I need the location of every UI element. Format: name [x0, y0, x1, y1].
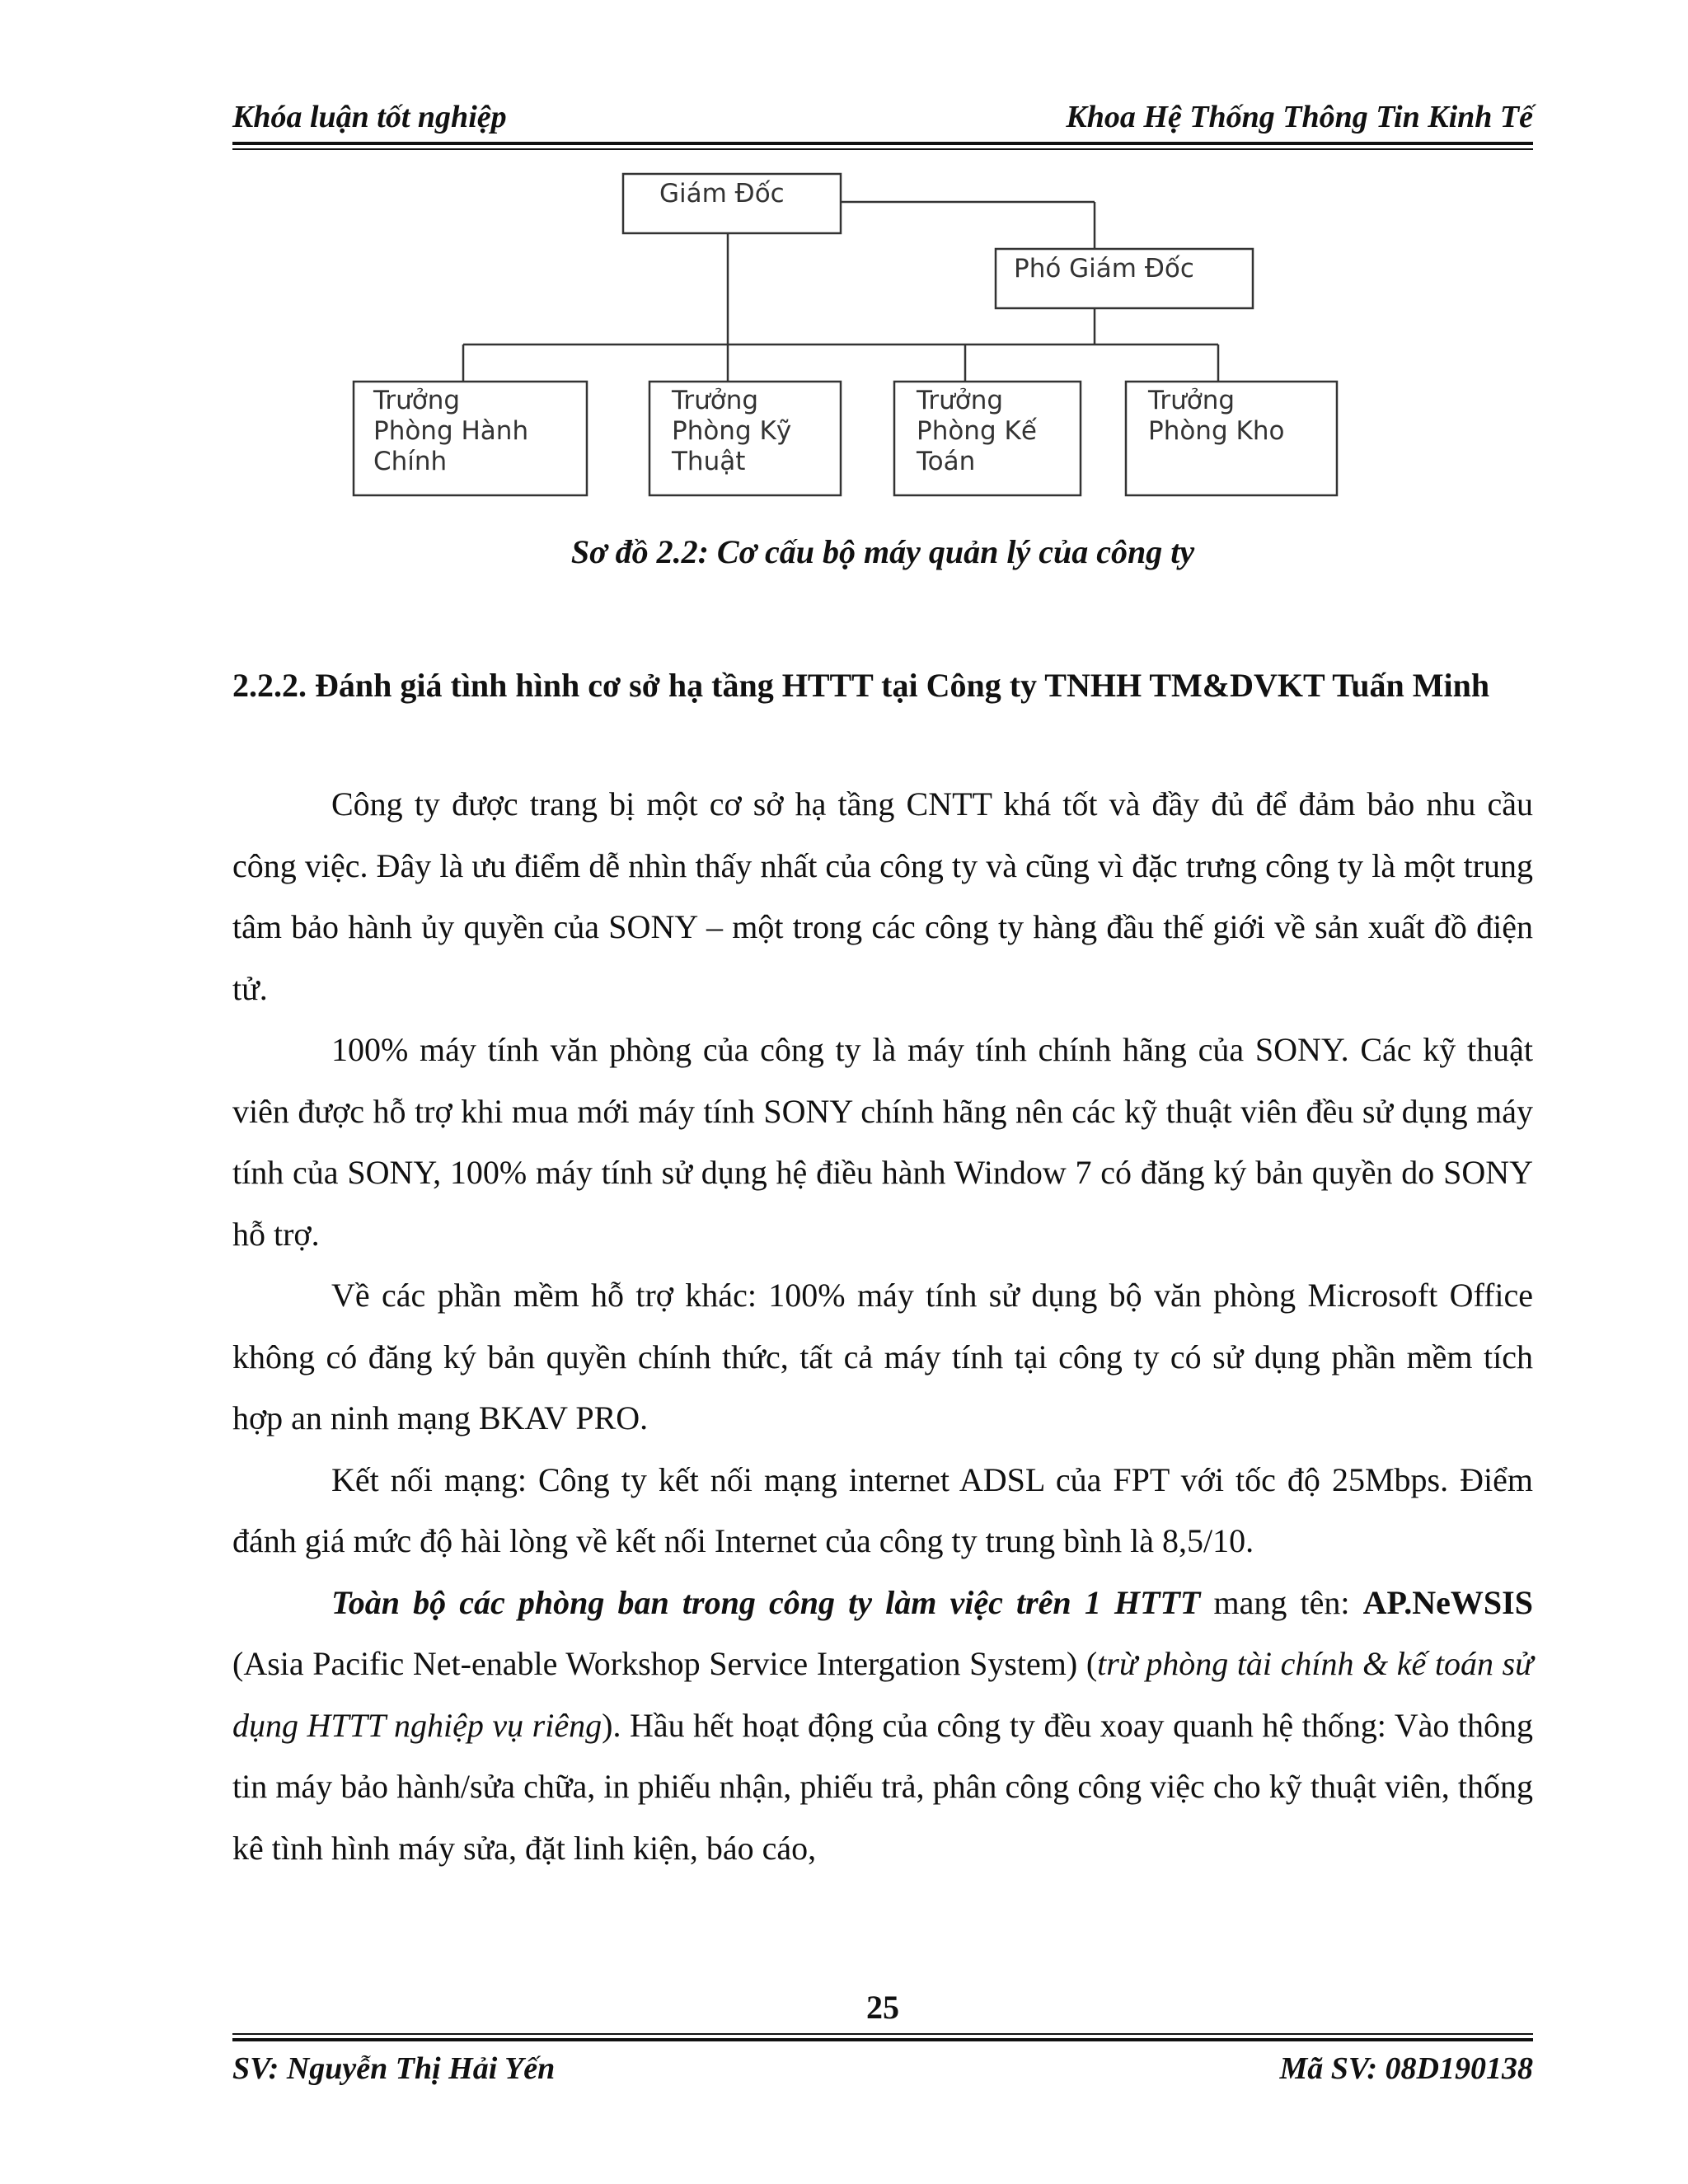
dept-3-line-1: Trưởng [917, 386, 1004, 415]
footer-rule [232, 2038, 1533, 2041]
section-heading: 2.2.2. Đánh giá tình hình cơ sở hạ tầng HTTT tại Công ty TNHH TM&DVKT Tuấn Minh [232, 667, 1490, 704]
dept-4-line-1: Trưởng [1148, 386, 1236, 415]
figure-caption: Sơ đồ 2.2: Cơ cấu bộ máy quản lý của công ty [570, 533, 1195, 570]
header-left: Khóa luận tốt nghiệp [232, 100, 507, 134]
org-chart [0, 0, 1688, 527]
page-number: 25 [866, 1989, 899, 2026]
footer-rule-thin [232, 2033, 1533, 2035]
dept-1-line-3: Chính [373, 447, 448, 476]
dept-1-line-2: Phòng Hành [373, 416, 529, 446]
dept-4-line-2: Phòng Kho [1148, 416, 1285, 446]
paragraph-2: 100% máy tính văn phòng của công ty là máy tính chính hãng của SONY. Các kỹ thuật viên được hỗ trợ khi mua mới máy tính SONY chính hãng nên các kỹ thuật viên đều sử dụng máy tính của SONY, 100% máy tính sử dụng hệ điều hành Window 7 có đăng ký bản quyền do SONY hỗ trợ. [232, 1031, 1533, 1253]
footer-left: SV: Nguyễn Thị Hải Yến [232, 2051, 556, 2086]
dept-1-line-1: Trưởng [373, 386, 461, 415]
p5-text-3: ). Hầu hết hoạt động của công ty đều xoay quanh hệ thống: Vào thông tin máy bảo hành/sửa chữa, in phiếu nhận, phiếu trả, phân công công việc cho kỹ thuật viên, thống kê tình hình máy sửa, đặt linh kiện, báo cáo, [232, 1706, 1534, 1867]
dept-2-line-1: Trưởng [672, 386, 759, 415]
paragraph-5 [232, 1572, 1533, 1880]
p5-text-1: mang tên: [1200, 1583, 1363, 1621]
body-text [232, 774, 1533, 1879]
director-label: Giám Đốc [659, 179, 785, 209]
dept-2-line-2: Phòng Kỹ [672, 416, 792, 446]
deputy-label: Phó Giám Đốc [1014, 254, 1194, 284]
dept-3-line-2: Phòng Kế [917, 416, 1037, 446]
header-right: Khoa Hệ Thống Thông Tin Kinh Tế [1066, 100, 1533, 134]
page-footer [232, 2050, 1533, 2100]
dept-3-line-3: Toán [917, 447, 976, 476]
paragraph-4: Kết nối mạng: Công ty kết nối mạng internet ADSL của FPT với tốc độ 25Mbps. Điểm đánh giá mức độ hài lòng về kết nối Internet của công ty trung bình là 8,5/10. [232, 1460, 1533, 1559]
emphasis-bold-italic: Toàn bộ các phòng ban trong công ty làm việc trên 1 HTTT [331, 1583, 1201, 1621]
dept-2-line-3: Thuật [672, 447, 746, 476]
p5-text-2: (Asia Pacific Net-enable Workshop Service Intergation System) ( [232, 1645, 1098, 1682]
paragraph-1: Công ty được trang bị một cơ sở hạ tầng CNTT khá tốt và đầy đủ để đảm bảo nhu cầu công việc. Đây là ưu điểm dễ nhìn thấy nhất của công ty và cũng vì đặc trưng công ty là một trung tâm bảo hành ủy quyền của SONY – một trong các công ty hàng đầu thế giới về sản xuất đồ điện tử. [232, 785, 1533, 1007]
system-name: AP.NeWSIS [1362, 1583, 1533, 1621]
emphasis-italic: trừ phòng tài chính & kế toán sử dụng HTTT nghiệp vụ riêng [232, 1645, 1533, 1744]
footer-right: Mã SV: 08D190138 [1279, 2051, 1533, 2086]
paragraph-3: Về các phần mềm hỗ trợ khác: 100% máy tính sử dụng bộ văn phòng Microsoft Office không có đăng ký bản quyền chính thức, tất cả máy tính tại công ty có sử dụng phần mềm tích hợp an ninh mạng BKAV PRO. [232, 1277, 1533, 1436]
